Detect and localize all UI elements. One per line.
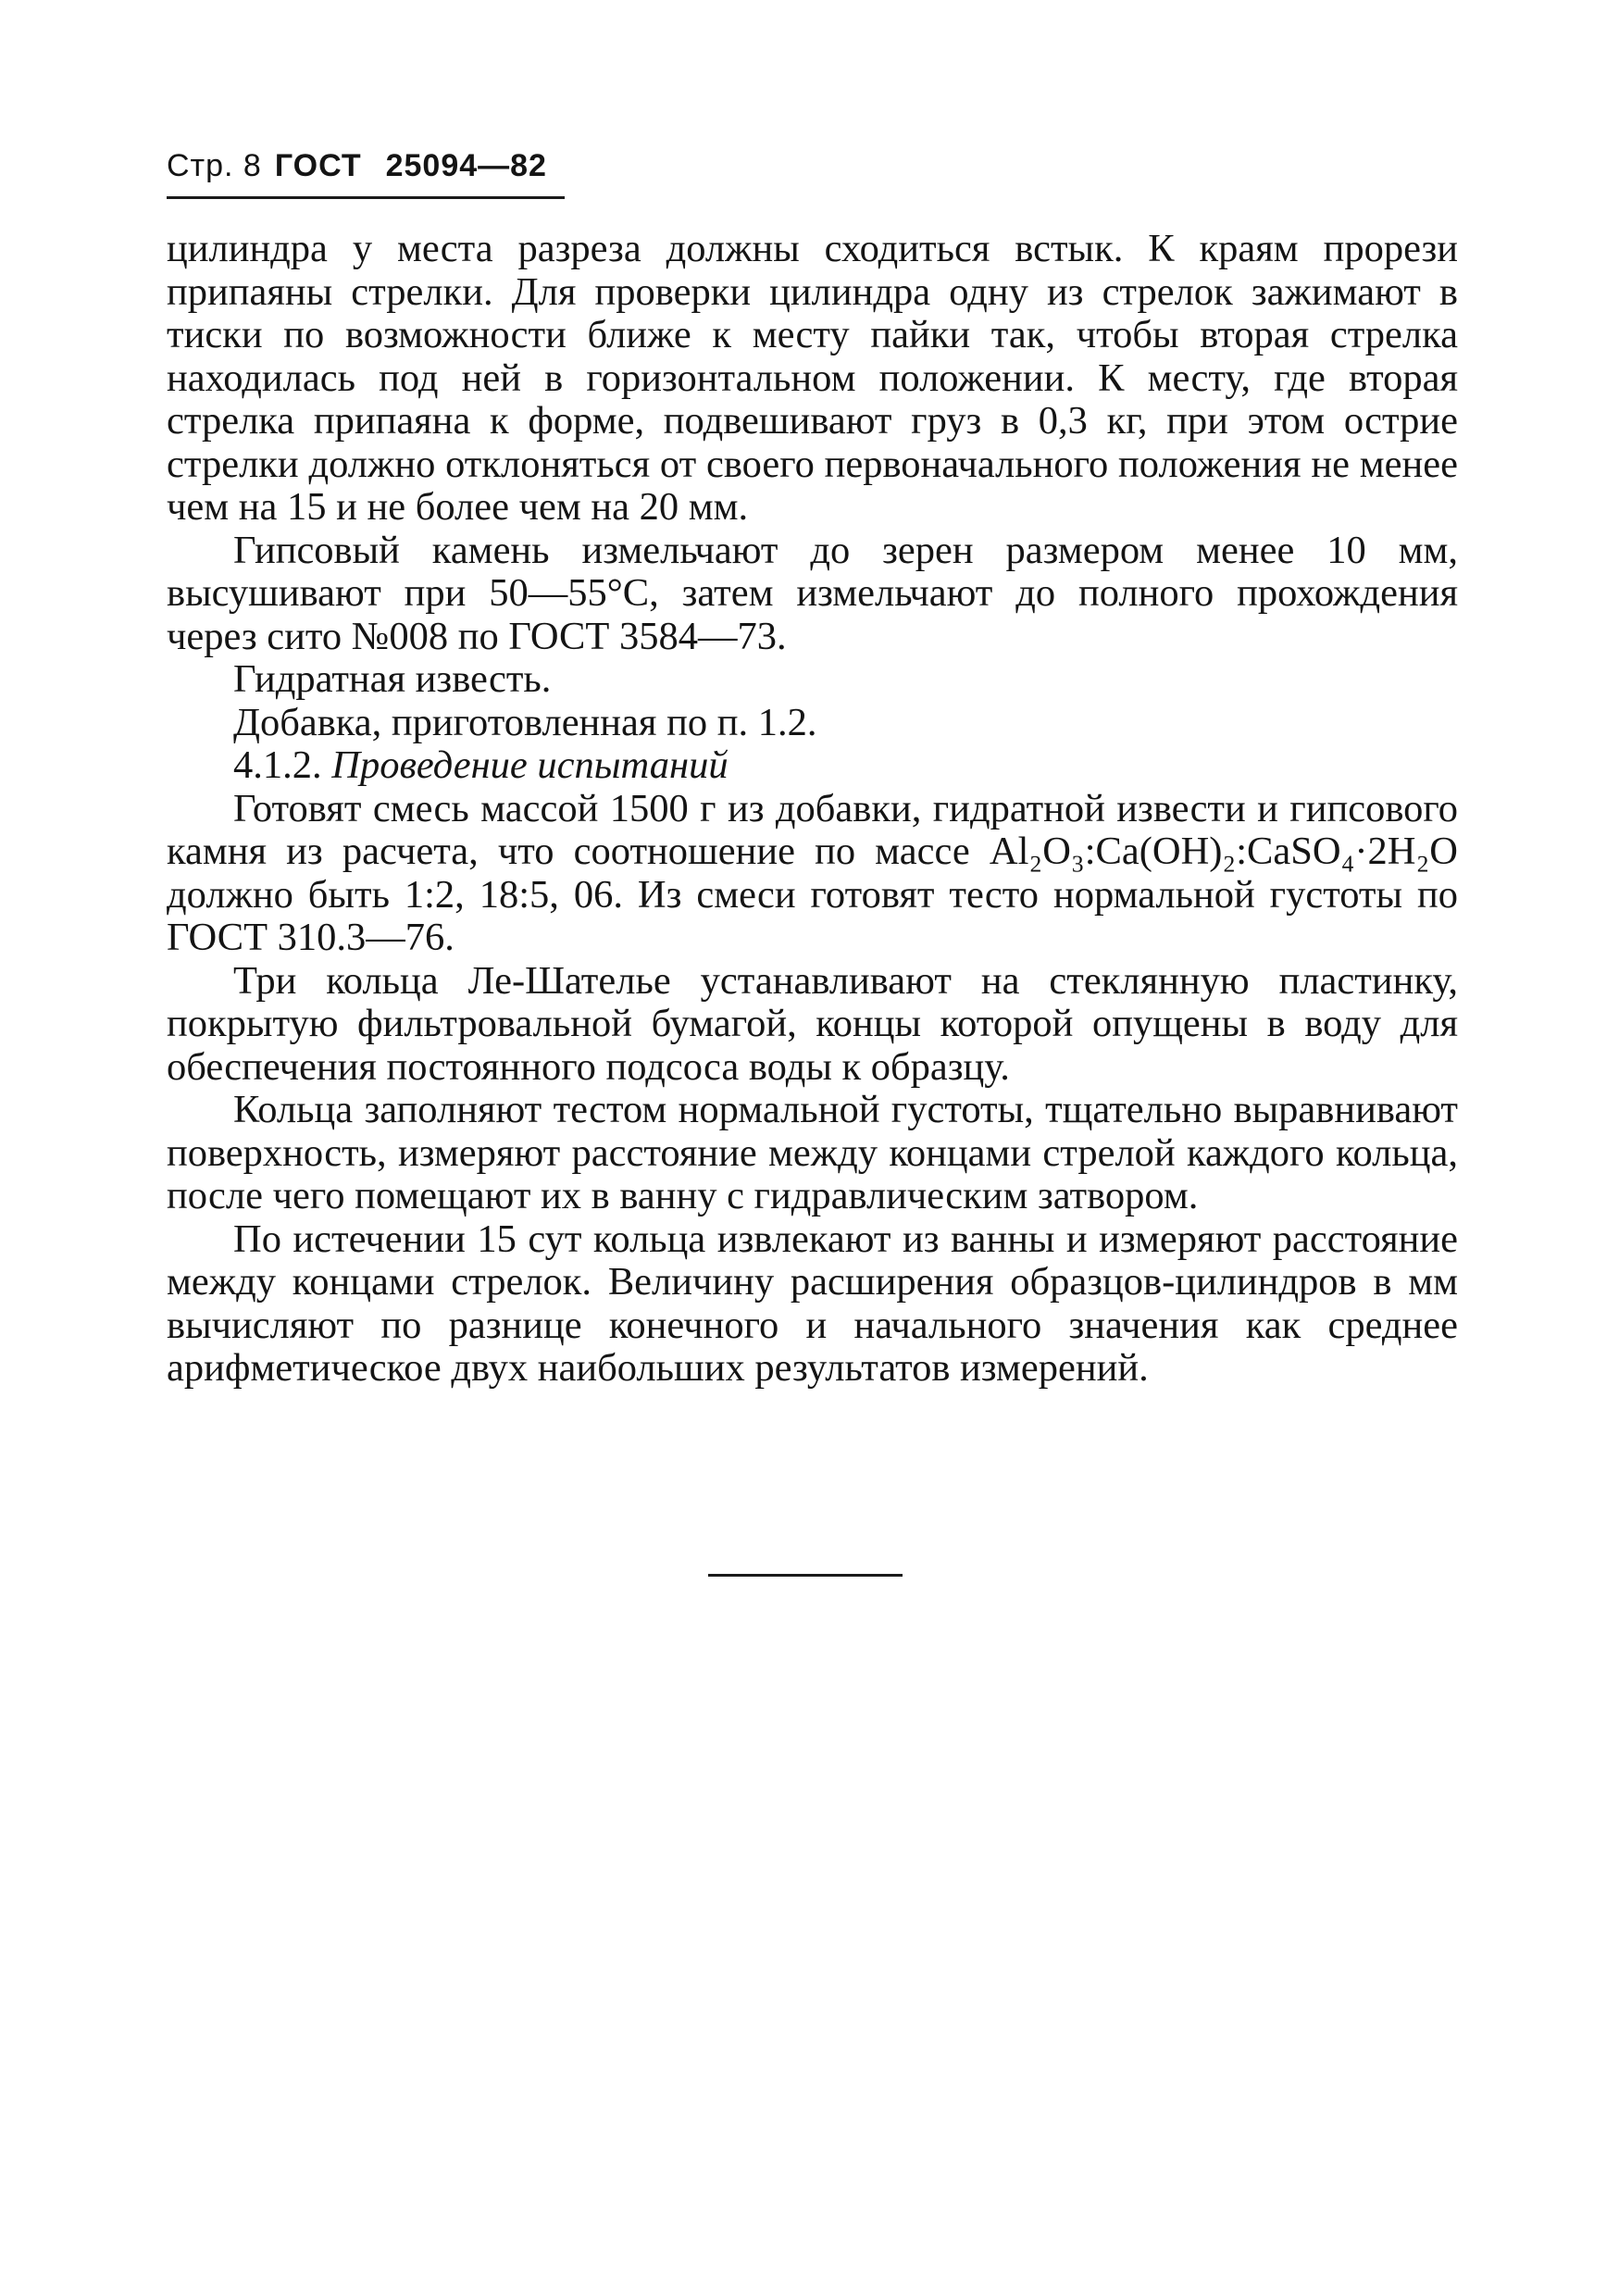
paragraph-cylinder-check: цилиндра у места разреза должны сходиться встык. К краям прорези припаяны стрелки. Для проверки цилиндра одну из стрелок зажимают в тиски по возможности ближе к месту пайки так, чтобы вторая стрелка находилась под ней в горизонтальном положении. К месту, где вторая стрелка припаяна к форме, подвешивают груз в 0,3 кг, при этом острие стрелки должно отклоняться от своего первоначального положения не менее чем на 15 и не более чем на 20 мм.	[167, 227, 1458, 529]
page-number: Стр. 8	[167, 148, 262, 183]
paragraph-gypsum-stone: Гипсовый камень измельчают до зерен размером менее 10 мм, высушивают при 50—55°С, затем измельчают до полного прохождения через сито №008 по ГОСТ 3584—73.	[167, 528, 1458, 658]
page-header	[167, 148, 565, 184]
section-number: 4.1.2.	[233, 743, 322, 787]
end-rule	[708, 1574, 903, 1577]
standard-number: 25094—82	[385, 148, 547, 183]
paragraph-hydrated-lime: Гидратная известь.	[233, 657, 552, 701]
paragraph-rings-setup: Три кольца Ле-Шателье устанавливают на стеклянную пластинку, покрытую фильтровальной бумагой, концы которой опущены в воду для обеспечения постоянного подсоса воды к образцу.	[167, 958, 1458, 1089]
paragraph-additive: Добавка, приготовленная по п. 1.2.	[233, 700, 817, 744]
standard-label: ГОСТ	[274, 148, 362, 183]
paragraph-measurement: По истечении 15 сут кольца извлекают из ванны и измеряют расстояние между концами стрелок. Величину расширения образцов-цилиндров в мм вычисляют по разнице конечного и начального значения как среднее арифметическое двух наибольших результатов измерений.	[167, 1217, 1458, 1390]
paragraph-mix-preparation: Готовят смесь массой 1500 г из добавки, гидратной извести и гипсового камня из расчета, что соотношение по массе Al₂O₃:Ca(OH)₂:CaSO₄·2H₂O должно быть 1:2, 18:5, 06. Из смеси готовят тесто нормальной густоты по ГОСТ 310.3—76.	[167, 786, 1458, 959]
body-text	[167, 228, 1458, 1391]
section-heading	[167, 744, 1458, 788]
section-title: Проведение испытаний	[331, 743, 729, 787]
header-rule	[167, 196, 565, 199]
paragraph-rings-filling: Кольца заполняют тестом нормальной густоты, тщательно выравнивают поверхность, измеряют расстояние между концами стрелой каждого кольца, после чего помещают их в ванну с гидравлическим затвором.	[167, 1088, 1458, 1217]
